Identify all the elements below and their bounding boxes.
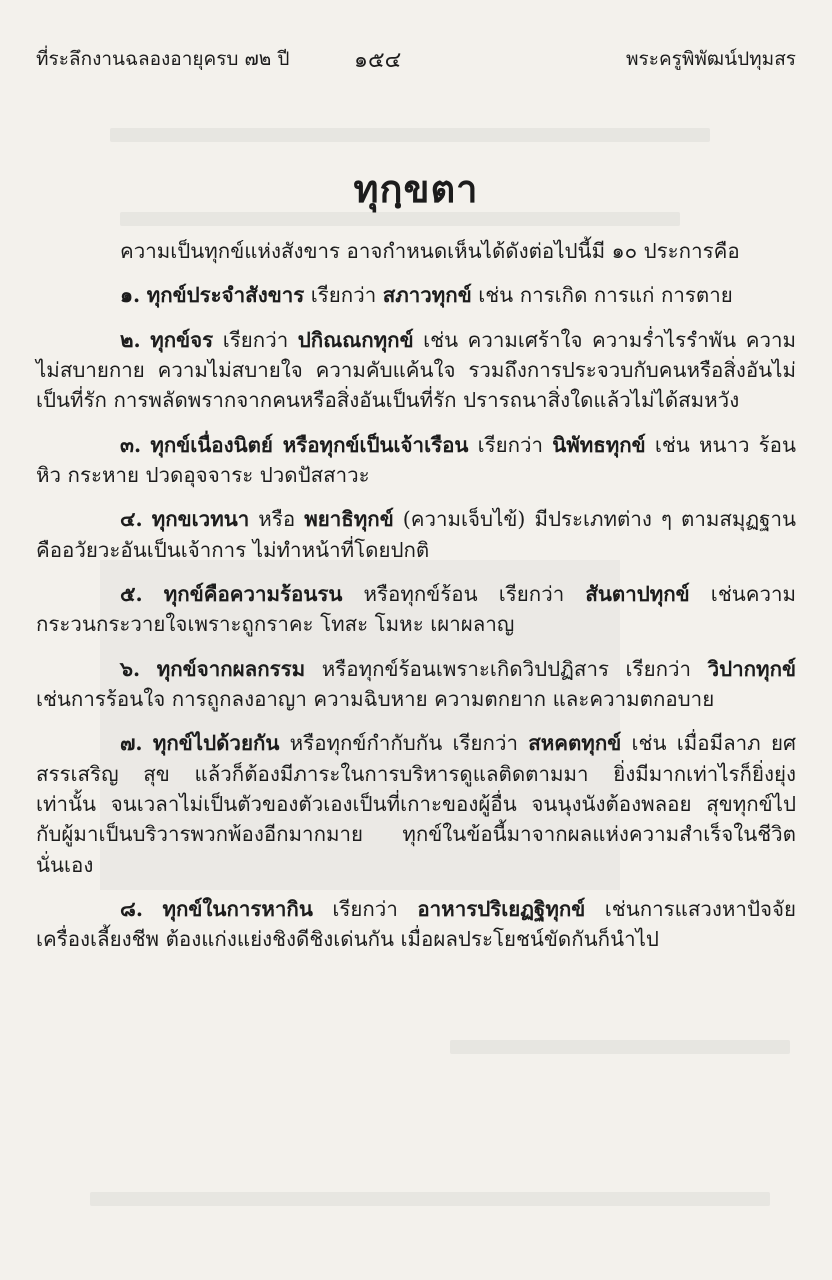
item-connector: หรือทุกข์ร้อน เรียกว่า [342, 581, 586, 606]
page-number: ๑๕๔ [354, 48, 402, 73]
item-description: (ความเจ็บไข้) มีประเภทต่าง ๆ ตามสมุฏฐาน คืออวัยวะอันเป็นเจ้าการ ไม่ทำหน้าที่โดยปกติ [36, 507, 796, 562]
item-term: นิพัทธทุกข์ [552, 432, 646, 457]
bleed-through-line [90, 1192, 770, 1206]
list-item [36, 430, 796, 491]
item-number: ๘. [120, 896, 143, 921]
item-description: เช่น ความเศร้าใจ ความร่ำไรรำพัน ความไม่สบายกาย ความไม่สบายใจ ความคับแค้นใจ รวมถึงการประจวบกับคนหรือสิ่งอันไม่เป็นที่รัก การพลัดพรากจากคนหรือสิ่งอันเป็นที่รัก ปรารถนาสิ่งใดแล้วไม่ได้สมหวัง [36, 327, 796, 413]
item-connector: เรียกว่า [468, 432, 553, 457]
header-author: พระครูพิพัฒน์ปทุมสร [626, 48, 796, 70]
item-term: พยาธิทุกข์ [304, 507, 394, 532]
list-item [36, 894, 796, 955]
item-heading: ทุกข์จร [150, 327, 214, 352]
item-number: ๔. [120, 507, 143, 532]
item-description: เช่น เมื่อมีลาภ ยศ สรรเสริญ สุข แล้วก็ต้องมีภาระในการบริหารดูแลติดตามมา ยิ่งมีมากเท่าไรก็ยิ่งยุ่งเท่านั้น จนเวลาไม่เป็นตัวของตัวเองเป็นที่เกาะของผู้อื่น จนนุงนังต้องพลอย สุขทุกข์ไปกับผู้มาเป็นบริวารพวกพ้องอีกมากมาย ทุกข์ในข้อนี้มาจากผลแห่งความสำเร็จในชีวิตนั่นเอง [36, 731, 796, 877]
item-number: ๖. [120, 656, 141, 681]
list-item [36, 325, 796, 416]
item-heading: ทุกข์จากผลกรรม [156, 656, 306, 681]
item-heading: ทุกข์เนื่องนิตย์ หรือทุกข์เป็นเจ้าเรือน [150, 432, 469, 457]
item-term: สหคตทุกข์ [528, 731, 622, 756]
item-term: สันตาปทุกข์ [585, 581, 690, 606]
list-item [36, 728, 796, 880]
bleed-through-line [450, 1040, 790, 1054]
item-connector: หรือทุกข์ร้อนเพราะเกิดวิปปฏิสาร เรียกว่า [305, 656, 708, 681]
item-number: ๕. [120, 581, 143, 606]
item-number: ๒. [120, 327, 141, 352]
item-connector: เรียกว่า [213, 327, 298, 352]
item-connector: เรียกว่า [304, 283, 383, 308]
item-heading: ทุกขเวทนา [151, 507, 250, 532]
item-heading: ทุกข์ประจำสังขาร [146, 283, 305, 308]
header-book-title: ที่ระลึกงานฉลองอายุครบ ๗๒ ปี [36, 48, 290, 70]
item-description: เช่นการร้อนใจ การถูกลงอาญา ความฉิบหาย ความตกยาก และความตกอบาย [36, 686, 715, 711]
item-connector: เรียกว่า [312, 896, 418, 921]
item-number: ๑. [120, 283, 141, 308]
list-item [36, 280, 796, 310]
page-title: ทุกฺขตา [353, 166, 479, 211]
item-term: อาหารปริเยฏฐิทุกข์ [417, 896, 586, 921]
item-number: ๗. [120, 731, 143, 756]
item-connector: หรือ [249, 507, 305, 532]
item-description: เช่นการแสวงหาปัจจัยเครื่องเลี้ยงชีพ ต้องแก่งแย่งชิงดีชิงเด่นกัน เมื่อผลประโยชน์ขัดกันก็นำไป [36, 896, 796, 952]
item-description: เช่น หนาว ร้อน หิว กระหาย ปวดอุจจาระ ปวดปัสสาวะ [36, 432, 796, 487]
item-description: เช่น การเกิด การแก่ การตาย [471, 283, 733, 308]
item-heading: ทุกข์ในการหากิน [162, 896, 313, 921]
body-text [36, 236, 796, 969]
list-item [36, 504, 796, 565]
item-number: ๓. [120, 432, 142, 457]
item-heading: ทุกข์ไปด้วยกัน [152, 731, 280, 756]
running-header [36, 44, 796, 74]
item-description: เช่นความกระวนกระวายใจเพราะถูกราคะ โทสะ โมหะ เผาผลาญ [36, 581, 796, 637]
item-connector: หรือทุกข์กำกับกัน เรียกว่า [279, 731, 529, 756]
item-term: ปกิณณกทุกข์ [297, 327, 414, 352]
list-item [36, 654, 796, 715]
list-item [36, 579, 796, 640]
bleed-through-line [110, 128, 710, 142]
item-heading: ทุกข์คือความร้อนรน [163, 581, 343, 606]
intro-paragraph: ความเป็นทุกข์แห่งสังขาร อาจกำหนดเห็นได้ดังต่อไปนี้มี ๑๐ ประการคือ [120, 239, 740, 263]
item-term: สภาวทุกข์ [382, 283, 472, 308]
item-term: วิปากทุกข์ [707, 656, 796, 681]
